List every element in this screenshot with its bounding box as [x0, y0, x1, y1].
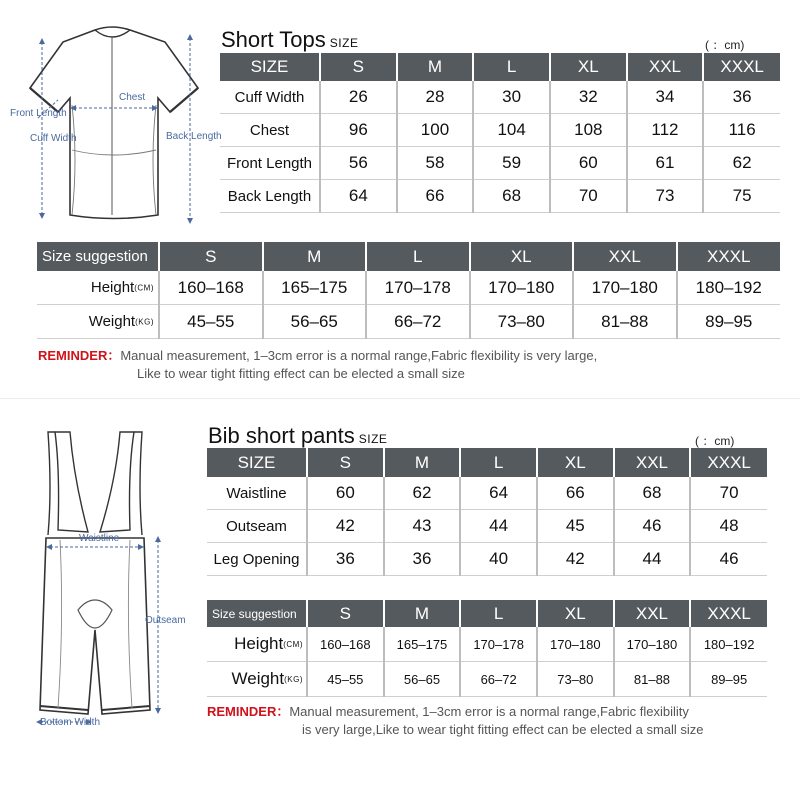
- cell: 44: [460, 510, 537, 543]
- reminder-text: is very large,Like to wear tight fitting effect can be elected a small size: [302, 722, 704, 737]
- header-cell: XXL: [627, 53, 704, 81]
- cell: 60: [307, 477, 384, 510]
- header-cell: Size suggestion: [207, 600, 307, 627]
- bib-title: [208, 423, 387, 449]
- cell: 100: [397, 114, 474, 147]
- header-cell: XXXL: [677, 242, 781, 271]
- row-label: Front Length: [220, 147, 320, 180]
- chest-label: Chest: [119, 92, 146, 103]
- reminder-text: Manual measurement, 1–3cm error is a normal range,Fabric flexibility: [289, 704, 689, 719]
- table-header-row: [207, 600, 767, 627]
- weight-label: Weight: [88, 313, 136, 330]
- header-cell: S: [320, 53, 397, 81]
- table-header-row: [207, 448, 767, 477]
- height-unit: (CM): [134, 283, 154, 293]
- table-row: [207, 510, 767, 543]
- cell: 180–192: [690, 627, 767, 662]
- header-cell: XL: [550, 53, 627, 81]
- weight-unit: (KG): [135, 317, 154, 327]
- cell: 64: [320, 180, 397, 213]
- table-row: [207, 543, 767, 576]
- size-suggestion-table-bib: [207, 600, 767, 697]
- reminder-text: Manual measurement, 1–3cm error is a normal range,Fabric flexibility is very large,: [120, 348, 598, 363]
- header-cell: XL: [537, 600, 614, 627]
- cell: 56: [320, 147, 397, 180]
- row-label: Cuff Width: [220, 81, 320, 114]
- cell: 43: [384, 510, 461, 543]
- cell: 46: [690, 543, 767, 576]
- header-cell: M: [397, 53, 474, 81]
- cell: 170–178: [460, 627, 537, 662]
- cell: 60: [550, 147, 627, 180]
- cell: 70: [550, 180, 627, 213]
- row-label: Back Length: [220, 180, 320, 213]
- section-divider: [0, 398, 800, 399]
- header-cell: SIZE: [207, 448, 307, 477]
- cell: 45: [537, 510, 614, 543]
- cell: 81–88: [573, 305, 677, 339]
- cell: 64: [460, 477, 537, 510]
- table-row: [220, 81, 780, 114]
- cell: 56–65: [384, 662, 461, 697]
- cell: 96: [320, 114, 397, 147]
- header-cell: XXL: [573, 242, 677, 271]
- tops-title: [221, 27, 358, 53]
- cell: 28: [397, 81, 474, 114]
- cell: 73–80: [470, 305, 574, 339]
- height-label: Height: [234, 634, 284, 653]
- height-unit: (CM): [283, 640, 303, 650]
- cell: 89–95: [677, 305, 781, 339]
- header-cell: S: [307, 448, 384, 477]
- header-cell: L: [366, 242, 470, 271]
- header-cell: XXL: [614, 600, 691, 627]
- header-cell: SIZE: [220, 53, 320, 81]
- cell: 62: [703, 147, 780, 180]
- waistline-label: Waistline: [79, 533, 120, 544]
- header-cell: XXXL: [690, 600, 767, 627]
- bib-size-table: [207, 448, 767, 576]
- header-cell: XXL: [614, 448, 691, 477]
- header-cell: L: [473, 53, 550, 81]
- cell: 34: [627, 81, 704, 114]
- cell: 44: [614, 543, 691, 576]
- header-cell: M: [263, 242, 367, 271]
- weight-unit: (KG): [284, 675, 303, 685]
- tops-title-suffix: SIZE: [329, 36, 359, 50]
- cell: 32: [550, 81, 627, 114]
- row-label: Waistline: [207, 477, 307, 510]
- table-row: [207, 477, 767, 510]
- header-cell: M: [384, 600, 461, 627]
- header-cell: XXXL: [690, 448, 767, 477]
- cell: 73: [627, 180, 704, 213]
- cell: 42: [307, 510, 384, 543]
- cell: 165–175: [263, 271, 367, 305]
- cell: 68: [614, 477, 691, 510]
- row-label: Outseam: [207, 510, 307, 543]
- table-row: [37, 305, 780, 339]
- cell: 170–180: [573, 271, 677, 305]
- bib-unit: ( ：cm): [695, 434, 735, 448]
- row-label: [37, 305, 159, 339]
- cell: 112: [627, 114, 704, 147]
- header-cell: S: [159, 242, 263, 271]
- row-label: [207, 627, 307, 662]
- table-row: [220, 114, 780, 147]
- cell: 45–55: [159, 305, 263, 339]
- row-label: Chest: [220, 114, 320, 147]
- bib-shorts-diagram: [0, 410, 205, 740]
- front-length-label: Front Length: [10, 108, 67, 119]
- outseam-label: Outseam: [145, 615, 186, 626]
- cell: 56–65: [263, 305, 367, 339]
- table-row: [220, 147, 780, 180]
- reminder-key: REMINDER：: [38, 348, 121, 363]
- reminder-bib: [207, 703, 787, 739]
- cell: 40: [460, 543, 537, 576]
- header-cell: Size suggestion: [37, 242, 159, 271]
- cell: 180–192: [677, 271, 781, 305]
- reminder-key: REMINDER：: [207, 704, 290, 719]
- header-cell: M: [384, 448, 461, 477]
- cuff-width-label: Cuff Width: [30, 133, 77, 144]
- cell: 108: [550, 114, 627, 147]
- bib-title-text: Bib short pants: [208, 423, 355, 448]
- cell: 160–168: [307, 627, 384, 662]
- cell: 36: [703, 81, 780, 114]
- header-cell: XXXL: [703, 53, 780, 81]
- table-row: [207, 662, 767, 697]
- size-suggestion-table-top: [37, 242, 780, 339]
- cell: 70: [690, 477, 767, 510]
- cell: 42: [537, 543, 614, 576]
- cell: 170–180: [614, 627, 691, 662]
- cell: 36: [307, 543, 384, 576]
- back-length-label: Back Length: [166, 131, 222, 142]
- row-label: Leg Opening: [207, 543, 307, 576]
- bottom-width-label: Bottom Width: [40, 717, 101, 728]
- table-header-row: [37, 242, 780, 271]
- header-cell: L: [460, 600, 537, 627]
- row-label: [37, 271, 159, 305]
- cell: 81–88: [614, 662, 691, 697]
- jersey-diagram: [0, 10, 225, 230]
- tops-size-table: [220, 53, 780, 213]
- cell: 165–175: [384, 627, 461, 662]
- cell: 59: [473, 147, 550, 180]
- table-row: [207, 627, 767, 662]
- cell: 66: [537, 477, 614, 510]
- cell: 116: [703, 114, 780, 147]
- table-row: [37, 271, 780, 305]
- header-cell: L: [460, 448, 537, 477]
- cell: 62: [384, 477, 461, 510]
- cell: 160–168: [159, 271, 263, 305]
- table-header-row: [220, 53, 780, 81]
- cell: 66–72: [366, 305, 470, 339]
- cell: 48: [690, 510, 767, 543]
- cell: 75: [703, 180, 780, 213]
- cell: 30: [473, 81, 550, 114]
- cell: 68: [473, 180, 550, 213]
- cell: 104: [473, 114, 550, 147]
- cell: 46: [614, 510, 691, 543]
- cell: 61: [627, 147, 704, 180]
- cell: 26: [320, 81, 397, 114]
- tops-title-text: Short Tops: [221, 27, 326, 52]
- header-cell: XL: [537, 448, 614, 477]
- header-cell: S: [307, 600, 384, 627]
- table-row: [220, 180, 780, 213]
- tops-unit: ( ：cm): [705, 38, 745, 52]
- header-cell: XL: [470, 242, 574, 271]
- cell: 170–180: [537, 627, 614, 662]
- weight-label: Weight: [231, 669, 285, 688]
- cell: 73–80: [537, 662, 614, 697]
- reminder-text: Like to wear tight fitting effect can be elected a small size: [137, 366, 465, 381]
- bib-title-suffix: SIZE: [358, 432, 388, 446]
- reminder-top: [38, 347, 788, 383]
- cell: 36: [384, 543, 461, 576]
- cell: 170–178: [366, 271, 470, 305]
- cell: 66: [397, 180, 474, 213]
- cell: 45–55: [307, 662, 384, 697]
- cell: 89–95: [690, 662, 767, 697]
- row-label: [207, 662, 307, 697]
- cell: 66–72: [460, 662, 537, 697]
- cell: 58: [397, 147, 474, 180]
- height-label: Height: [90, 279, 135, 296]
- cell: 170–180: [470, 271, 574, 305]
